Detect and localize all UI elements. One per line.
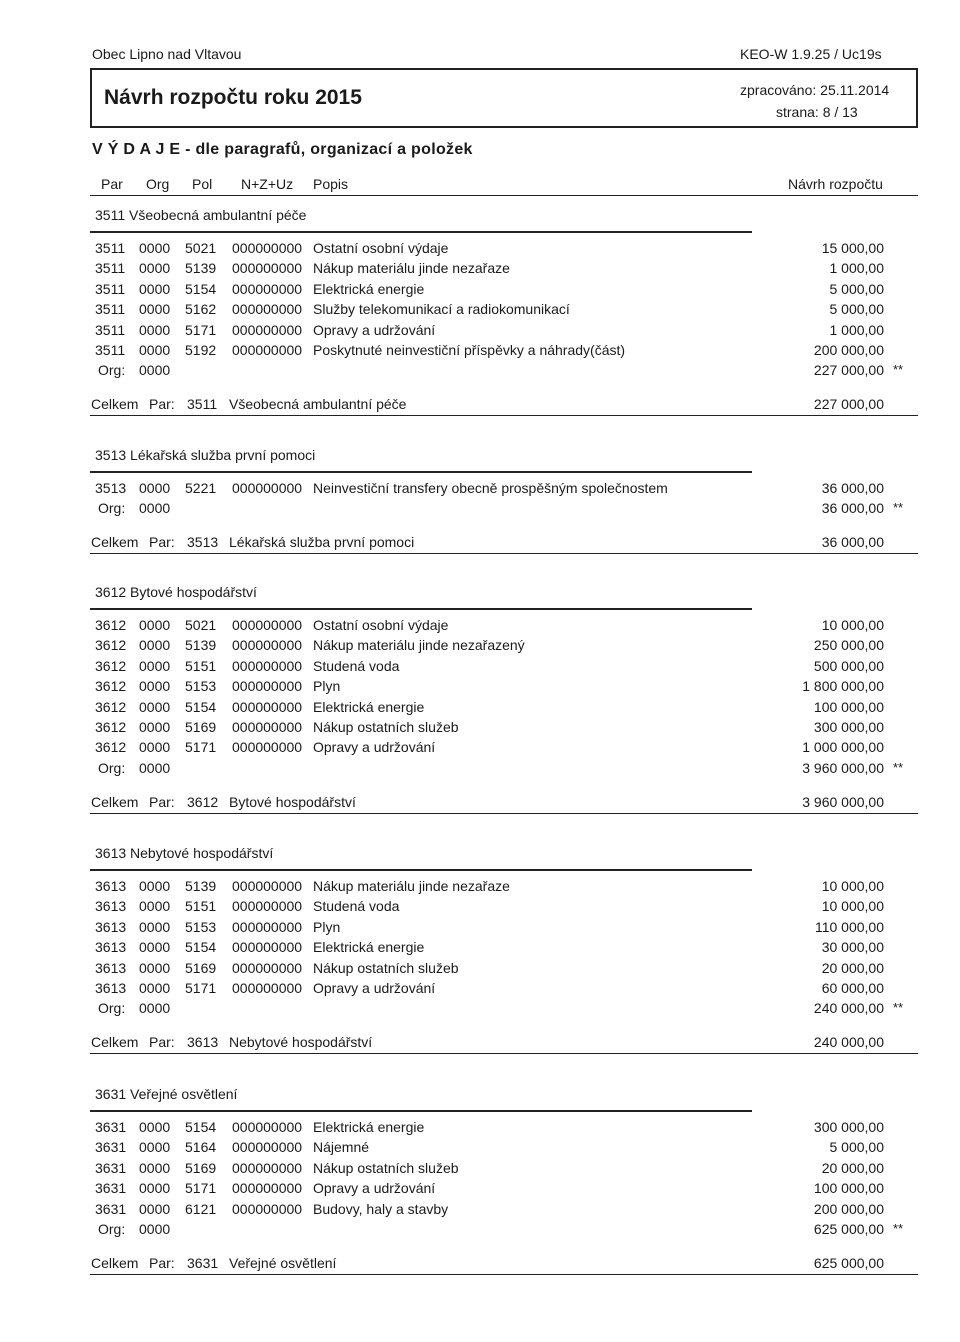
total-par-name: Veřejné osvětlení	[229, 1255, 337, 1271]
total-par-label: Par:	[149, 793, 175, 810]
section-divider	[90, 869, 752, 871]
subtotal-stars: **	[893, 759, 904, 775]
total-underline	[90, 415, 918, 416]
org-subtotal: 3 960 000,00	[802, 759, 884, 776]
report-code: KEO-W 1.9.25 / Uc19s	[740, 46, 882, 62]
cell-par: 3511	[95, 260, 126, 277]
cell-nzu: 000000000	[232, 301, 303, 318]
cell-nzu: 000000000	[232, 939, 303, 956]
section-title: 3613 Nebytové hospodářství	[95, 845, 274, 861]
cell-amount: 300 000,00	[813, 1119, 884, 1135]
cell-nzu: 000000000	[232, 1139, 303, 1156]
section-title: 3612 Bytové hospodářství	[95, 584, 257, 600]
cell-par: 3511	[95, 301, 126, 318]
org-subtotal-row	[0, 760, 960, 780]
table-row	[0, 960, 960, 980]
cell-org: 0000	[139, 1200, 171, 1217]
cell-par: 3631	[95, 1180, 127, 1197]
table-row	[0, 637, 960, 657]
cell-amount: 110 000,00	[814, 918, 884, 935]
cell-description: Poskytnuté neinvestiční příspěvky a náhrady(část)	[313, 342, 626, 358]
cell-org: 0000	[139, 321, 171, 338]
cell-pol: 5154	[185, 280, 217, 297]
cell-pol: 5154	[185, 939, 217, 956]
cell-description: Plyn	[313, 678, 341, 695]
section-title: 3511 Všeobecná ambulantní péče	[95, 207, 307, 223]
cell-nzu: 000000000	[232, 321, 303, 338]
cell-par: 3613	[95, 939, 127, 956]
cell-par: 3612	[95, 617, 127, 633]
cell-nzu: 000000000	[232, 959, 303, 976]
cell-description: Nákup materiálu jinde nezařaze	[313, 878, 510, 894]
cell-description: Nájemné	[313, 1139, 370, 1156]
table-row	[0, 322, 960, 342]
section-divider	[90, 608, 752, 610]
org-subtotal-row	[0, 500, 960, 520]
cell-pol: 5139	[185, 637, 217, 654]
cell-org: 0000	[139, 260, 171, 277]
cell-par: 3511	[95, 342, 126, 358]
table-row	[0, 678, 960, 698]
cell-amount: 200 000,00	[813, 342, 884, 358]
cell-pol: 5162	[185, 301, 217, 318]
cell-par: 3631	[95, 1139, 127, 1156]
cell-description: Nákup ostatních služeb	[313, 959, 459, 976]
cell-amount: 5 000,00	[829, 301, 884, 318]
total-amount: 227 000,00	[813, 396, 884, 413]
org-subtotal: 36 000,00	[821, 500, 884, 517]
table-row	[0, 1160, 960, 1180]
table-row	[0, 658, 960, 678]
cell-pol: 5139	[185, 878, 217, 894]
cell-nzu: 000000000	[232, 260, 303, 277]
cell-amount: 20 000,00	[821, 959, 884, 976]
cell-par: 3612	[95, 657, 127, 674]
section-title: 3513 Lékařská služba první pomoci	[95, 447, 316, 463]
cell-org: 0000	[139, 1139, 171, 1156]
total-par-name: Nebytové hospodářství	[229, 1034, 373, 1051]
cell-nzu: 000000000	[232, 1180, 303, 1197]
cell-org: 0000	[139, 878, 171, 894]
cell-pol: 5021	[185, 617, 217, 633]
total-underline	[90, 1053, 918, 1054]
table-row	[0, 260, 960, 280]
cell-nzu: 000000000	[232, 1159, 303, 1176]
org-label: Org:	[98, 500, 126, 517]
cell-par: 3511	[95, 240, 126, 256]
total-par-label: Par:	[149, 1034, 175, 1051]
org-label: Org:	[98, 362, 126, 379]
total-label: Celkem	[91, 1255, 139, 1271]
cell-par: 3631	[95, 1159, 127, 1176]
cell-pol: 5169	[185, 959, 217, 976]
table-row	[0, 939, 960, 959]
cell-description: Služby telekomunikací a radiokomunikací	[313, 301, 570, 318]
total-amount: 240 000,00	[813, 1034, 884, 1051]
cell-pol: 5164	[185, 1139, 217, 1156]
cell-description: Studená voda	[313, 898, 400, 915]
table-row	[0, 739, 960, 759]
cell-pol: 5154	[185, 1119, 217, 1135]
org-subtotal-row	[0, 362, 960, 382]
cell-description: Elektrická energie	[313, 1119, 425, 1135]
cell-nzu: 000000000	[232, 657, 303, 674]
cell-amount: 100 000,00	[813, 698, 884, 715]
total-label: Celkem	[91, 396, 139, 413]
cell-amount: 60 000,00	[821, 980, 884, 996]
org-subtotal-row	[0, 1221, 960, 1241]
cell-org: 0000	[139, 617, 171, 633]
total-label: Celkem	[91, 534, 139, 551]
cell-description: Elektrická energie	[313, 280, 425, 297]
cell-pol: 5154	[185, 698, 217, 715]
cell-amount: 250 000,00	[813, 637, 884, 654]
cell-par: 3631	[95, 1119, 127, 1135]
total-par-code: 3613	[187, 1034, 219, 1051]
cell-description: Neinvestiční transfery obecně prospěšným společnostem	[313, 480, 668, 496]
total-label: Celkem	[91, 793, 139, 810]
col-header-par: Par	[101, 176, 123, 192]
cell-description: Elektrická energie	[313, 698, 425, 715]
cell-nzu: 000000000	[232, 1119, 303, 1135]
cell-nzu: 000000000	[232, 698, 303, 715]
subtotal-stars: **	[893, 500, 904, 516]
org-code: 0000	[139, 1221, 171, 1237]
cell-par: 3613	[95, 959, 127, 976]
cell-description: Opravy a udržování	[313, 1180, 436, 1197]
cell-pol: 5153	[185, 678, 217, 695]
total-amount: 3 960 000,00	[802, 793, 884, 810]
header-divider	[90, 195, 918, 196]
table-row	[0, 281, 960, 301]
cell-pol: 6121	[185, 1200, 217, 1217]
table-row	[0, 898, 960, 918]
cell-nzu: 000000000	[232, 342, 303, 358]
table-row	[0, 919, 960, 939]
total-amount: 625 000,00	[813, 1255, 884, 1271]
section-divider	[90, 1110, 752, 1112]
total-par-label: Par:	[149, 1255, 175, 1271]
total-par-code: 3612	[187, 793, 219, 810]
col-header-org: Org	[146, 176, 170, 192]
table-row	[0, 719, 960, 739]
report-subtitle: V Ý D A J E - dle paragrafů, organizací a položek	[92, 141, 473, 158]
cell-nzu: 000000000	[232, 719, 303, 735]
cell-pol: 5153	[185, 918, 217, 935]
cell-par: 3613	[95, 878, 127, 894]
cell-org: 0000	[139, 1159, 171, 1176]
cell-org: 0000	[139, 939, 171, 956]
cell-par: 3612	[95, 637, 127, 654]
org-label: Org:	[98, 1000, 126, 1017]
cell-nzu: 000000000	[232, 240, 303, 256]
cell-par: 3612	[95, 678, 127, 695]
org-subtotal: 625 000,00	[813, 1221, 884, 1237]
cell-nzu: 000000000	[232, 678, 303, 695]
col-header-nzu: N+Z+Uz	[241, 176, 294, 192]
col-header-navrh: Návrh rozpočtu	[788, 176, 883, 192]
cell-amount: 10 000,00	[821, 878, 884, 894]
cell-par: 3631	[95, 1200, 127, 1217]
org-label: Org:	[98, 759, 126, 776]
municipality-name: Obec Lipno nad Vltavou	[92, 46, 242, 62]
cell-description: Opravy a udržování	[313, 321, 436, 338]
cell-par: 3613	[95, 980, 127, 996]
cell-org: 0000	[139, 301, 171, 318]
cell-description: Ostatní osobní výdaje	[313, 617, 449, 633]
table-row	[0, 240, 960, 260]
cell-org: 0000	[139, 898, 171, 915]
cell-pol: 5192	[185, 342, 217, 358]
cell-amount: 10 000,00	[821, 617, 884, 633]
page-number: strana: 8 / 13	[776, 104, 858, 120]
table-row	[0, 878, 960, 898]
total-par-code: 3513	[187, 534, 219, 551]
cell-description: Nákup materiálu jinde nezařaze	[313, 260, 510, 277]
cell-description: Opravy a udržování	[313, 739, 436, 756]
cell-nzu: 000000000	[232, 980, 303, 996]
cell-amount: 1 000,00	[829, 260, 884, 277]
cell-description: Elektrická energie	[313, 939, 425, 956]
cell-nzu: 000000000	[232, 898, 303, 915]
cell-org: 0000	[139, 959, 171, 976]
cell-amount: 20 000,00	[821, 1159, 884, 1176]
cell-amount: 500 000,00	[813, 657, 884, 674]
table-row	[0, 1139, 960, 1159]
cell-pol: 5151	[185, 657, 217, 674]
cell-org: 0000	[139, 342, 171, 358]
cell-par: 3511	[95, 321, 126, 338]
cell-description: Nákup ostatních služeb	[313, 719, 459, 735]
cell-description: Studená voda	[313, 657, 400, 674]
cell-amount: 200 000,00	[813, 1200, 884, 1217]
cell-org: 0000	[139, 980, 171, 996]
cell-description: Budovy, haly a stavby	[313, 1200, 449, 1217]
cell-par: 3612	[95, 698, 127, 715]
table-row	[0, 342, 960, 362]
cell-pol: 5221	[185, 480, 217, 496]
cell-par: 3511	[95, 280, 126, 297]
total-par-label: Par:	[149, 396, 175, 413]
cell-amount: 36 000,00	[821, 480, 884, 496]
total-par-code: 3511	[187, 396, 218, 413]
cell-org: 0000	[139, 637, 171, 654]
total-underline	[90, 813, 918, 814]
cell-org: 0000	[139, 480, 171, 496]
cell-org: 0000	[139, 280, 171, 297]
cell-pol: 5171	[185, 739, 217, 756]
cell-org: 0000	[139, 1119, 171, 1135]
org-code: 0000	[139, 759, 171, 776]
cell-pol: 5139	[185, 260, 217, 277]
cell-nzu: 000000000	[232, 637, 303, 654]
cell-org: 0000	[139, 719, 171, 735]
cell-org: 0000	[139, 698, 171, 715]
cell-description: Nákup materiálu jinde nezařazený	[313, 637, 525, 654]
cell-org: 0000	[139, 1180, 171, 1197]
table-row	[0, 980, 960, 1000]
processed-date: zpracováno: 25.11.2014	[740, 82, 890, 98]
org-code: 0000	[139, 500, 171, 517]
cell-description: Ostatní osobní výdaje	[313, 240, 449, 256]
cell-par: 3612	[95, 739, 127, 756]
cell-pol: 5169	[185, 1159, 217, 1176]
cell-amount: 1 000 000,00	[802, 739, 884, 756]
cell-par: 3612	[95, 719, 127, 735]
section-divider	[90, 471, 752, 473]
cell-amount: 100 000,00	[813, 1180, 884, 1197]
cell-description: Opravy a udržování	[313, 980, 436, 996]
table-row	[0, 1180, 960, 1200]
cell-amount: 10 000,00	[821, 898, 884, 915]
cell-nzu: 000000000	[232, 739, 303, 756]
cell-org: 0000	[139, 739, 171, 756]
cell-amount: 1 800 000,00	[802, 678, 884, 695]
total-par-code: 3631	[187, 1255, 219, 1271]
section-divider	[90, 231, 752, 233]
cell-org: 0000	[139, 678, 171, 695]
cell-org: 0000	[139, 240, 171, 256]
cell-par: 3613	[95, 898, 127, 915]
table-row	[0, 1201, 960, 1221]
cell-org: 0000	[139, 918, 171, 935]
cell-nzu: 000000000	[232, 480, 303, 496]
total-underline	[90, 553, 918, 554]
total-label: Celkem	[91, 1034, 139, 1051]
cell-amount: 1 000,00	[829, 321, 884, 338]
cell-org: 0000	[139, 657, 171, 674]
total-par-name: Lékařská služba první pomoci	[229, 534, 415, 551]
table-row	[0, 480, 960, 500]
cell-pol: 5171	[185, 1180, 217, 1197]
cell-pol: 5021	[185, 240, 217, 256]
subtotal-stars: **	[893, 1221, 904, 1236]
total-par-name: Všeobecná ambulantní péče	[229, 396, 407, 413]
total-underline	[90, 1274, 918, 1275]
page-title: Návrh rozpočtu roku 2015	[104, 86, 362, 109]
table-row	[0, 617, 960, 637]
total-par-label: Par:	[149, 534, 175, 551]
total-par-name: Bytové hospodářství	[229, 793, 356, 810]
cell-par: 3613	[95, 918, 127, 935]
table-row	[0, 1119, 960, 1139]
cell-pol: 5171	[185, 980, 217, 996]
cell-nzu: 000000000	[232, 280, 303, 297]
org-label: Org:	[98, 1221, 126, 1237]
subtotal-stars: **	[893, 362, 904, 378]
org-code: 0000	[139, 1000, 171, 1017]
org-subtotal-row	[0, 1000, 960, 1020]
col-header-pol: Pol	[192, 176, 213, 192]
total-amount: 36 000,00	[821, 534, 884, 551]
cell-amount: 5 000,00	[829, 280, 884, 297]
cell-description: Plyn	[313, 918, 341, 935]
cell-nzu: 000000000	[232, 617, 303, 633]
cell-pol: 5169	[185, 719, 217, 735]
cell-nzu: 000000000	[232, 918, 303, 935]
subtotal-stars: **	[893, 1000, 904, 1016]
table-row	[0, 699, 960, 719]
cell-amount: 300 000,00	[813, 719, 884, 735]
org-code: 0000	[139, 362, 171, 379]
cell-amount: 30 000,00	[821, 939, 884, 956]
cell-nzu: 000000000	[232, 878, 303, 894]
cell-par: 3513	[95, 480, 127, 496]
cell-nzu: 000000000	[232, 1200, 303, 1217]
cell-amount: 5 000,00	[829, 1139, 884, 1156]
cell-pol: 5171	[185, 321, 217, 338]
section-title: 3631 Veřejné osvětlení	[95, 1086, 238, 1102]
col-header-popis: Popis	[313, 176, 349, 192]
org-subtotal: 227 000,00	[813, 362, 884, 379]
cell-description: Nákup ostatních služeb	[313, 1159, 459, 1176]
cell-amount: 15 000,00	[821, 240, 884, 256]
org-subtotal: 240 000,00	[813, 1000, 884, 1017]
table-row	[0, 301, 960, 321]
cell-pol: 5151	[185, 898, 217, 915]
